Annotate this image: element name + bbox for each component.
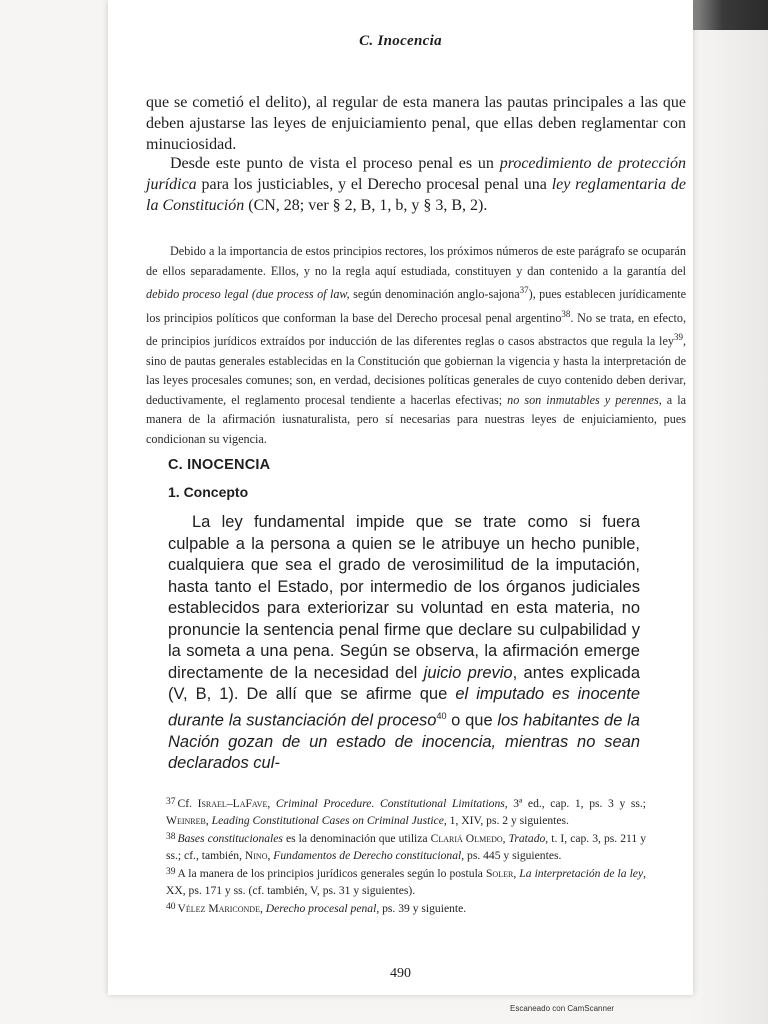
text-run: Desde este punto de vista el proceso penal es un: [170, 155, 500, 172]
footnote-ref-39[interactable]: 39: [673, 332, 683, 343]
text-run: , ps. 445 y siguientes.: [461, 849, 562, 862]
work-title: Leading Constitutional Cases on Criminal Justice: [211, 814, 444, 827]
author-name: Soler: [485, 867, 514, 880]
text-run: ,: [513, 867, 520, 880]
author-name: Vélez Mariconde: [177, 902, 260, 915]
section-heading: C. INOCENCIA: [168, 457, 271, 473]
author-name: Nino: [244, 849, 268, 862]
footnote-39: [166, 864, 646, 899]
paragraph-procedimiento: [146, 153, 686, 216]
text-run: para los justiciables, y el Derecho procesal penal una: [196, 176, 552, 193]
work-title: Tratado: [508, 832, 546, 845]
subsection-heading: 1. Concepto: [168, 484, 249, 500]
text-run: o que: [446, 711, 498, 729]
text-run: ), pues establecen jurídicamente los principios políticos que conforman la base del Derecho procesal penal argentino: [146, 287, 687, 325]
work-title: Bases constitucionales: [177, 832, 283, 845]
text-run: , antes explicada (V, B, 1). De allí que se afirme que: [168, 663, 640, 703]
footnotes: [166, 794, 646, 917]
text-run: Debido a la importancia de estos principios rectores, los próximos números de este parágrafo se ocuparán de ellos separadamente. Ellos, y no la regla aquí estudiada, constituyen y dan contenido a la garantía del: [146, 244, 686, 278]
text-run: , 1, XIV, ps. 2 y siguientes.: [443, 814, 569, 827]
scanner-watermark: Escaneado con CamScanner: [510, 1004, 615, 1013]
footnote-number: 37: [166, 797, 176, 807]
emphasis-text: no son inmutables y perennes: [507, 392, 659, 407]
emphasis-text: los habitantes de la Nación gozan de un estado de inocencia, mientras no sean declarados cul-: [168, 711, 640, 772]
paragraph-continuation: que se cometió el delito), al regular de esta manera las pautas principales a las que deben ajustarse las leyes de enjuiciamiento penal, que ellas deben reglamentar con minuciosidad.: [146, 94, 686, 153]
footnote-40: [166, 899, 646, 917]
text-run: (CN, 28; ver § 2, B, 1, b, y § 3, B, 2).: [244, 197, 488, 214]
text-run: ,: [267, 797, 276, 810]
text-run: La ley fundamental impide que se trate como si fuera culpable a la persona a quien se le atribuye un hecho punible, cualquiera que sea el grado de verosimilitud de la imputación, hasta tanto el Estado, por intermedio de los órganos judiciales establecidos para exteriorizar su voluntad en esta materia, no pronuncie la sentencia penal firme que declare su culpabilidad y la someta a una pena. Según se observa, la afirmación emerge directamente de la necesidad del: [168, 513, 640, 682]
book-page: [108, 0, 693, 995]
text-run: , ps. 39 y siguiente.: [376, 902, 467, 915]
text-run: según denominación anglo-sajona: [349, 287, 520, 302]
paragraph-concepto: [168, 512, 640, 775]
footnote-37: [166, 794, 646, 829]
emphasis-text: ley reglamentaria de la Constitución: [146, 176, 686, 214]
footnote-number: 39: [166, 867, 176, 877]
author-name: Israel–LaFave: [197, 797, 268, 810]
paragraph-principios: [146, 242, 686, 449]
text-run: , XX, ps. 171 y ss. (cf. también, V, ps. 31 y siguientes).: [166, 867, 646, 897]
footnote-ref-37[interactable]: 37: [519, 285, 529, 295]
author-name: Weinreb: [166, 814, 206, 827]
page-number: 490: [390, 966, 411, 981]
emphasis-text: el imputado es inocente durante la sustanciación del proceso: [168, 685, 641, 729]
text-run: , sino de pautas generales establecidas en la Constitución que gobiernan la vigencia y hasta la interpretación de las leyes procesales comunes; son, en verdad, decisiones políticas generales de cuyo contenido deben derivar, deductivamente, el reglamento procesal tendiente a hacerlas efectivas;: [146, 334, 686, 407]
text-run: es la denominación que utiliza: [282, 832, 431, 845]
footnote-ref-40[interactable]: 40: [436, 710, 447, 721]
emphasis-text: juicio previo: [423, 663, 513, 682]
text-run: ,: [259, 902, 266, 915]
work-title: Derecho procesal penal: [265, 902, 377, 915]
text-run: , 3ª ed., cap. 1, ps. 3 y ss.;: [504, 797, 647, 810]
work-title: La interpretación de la ley: [519, 867, 644, 880]
work-title: Fundamentos de Derecho constitucional: [273, 849, 462, 862]
author-name: Clariá Olmedo: [430, 832, 503, 845]
footnote-38: [166, 829, 646, 864]
text-run: Cf.: [177, 797, 198, 810]
emphasis-text: procedimiento de protección jurídica: [146, 155, 686, 193]
emphasis-text: debido proceso legal (due process of law,: [146, 287, 350, 302]
footnote-ref-38[interactable]: 38: [561, 308, 571, 319]
text-run: . No se trata, en efecto, de principios jurídicos extraídos por inducción de las diferentes reglas o casos abstractos que regula la ley: [146, 310, 687, 349]
text-run: ,: [267, 849, 274, 862]
text-run: ,: [205, 814, 212, 827]
text-run: A la manera de los principios jurídicos generales según lo postula: [177, 867, 486, 880]
text-run: ,: [502, 832, 509, 845]
work-title: Criminal Procedure. Constitutional Limitations: [275, 797, 505, 810]
footnote-number: 40: [166, 902, 176, 912]
footnote-number: 38: [166, 832, 176, 842]
text-run: , t. I, cap. 3, ps. 211 y ss.; cf., también,: [166, 832, 646, 862]
running-header: C. Inocencia: [359, 33, 442, 49]
scan-edge-shadow: [692, 0, 768, 1024]
text-run: , a la manera de la afirmación iusnaturalista, pero sí necesarias para nuestras leyes de enjuiciamiento, pues condicionan su vigencia.: [146, 392, 686, 446]
